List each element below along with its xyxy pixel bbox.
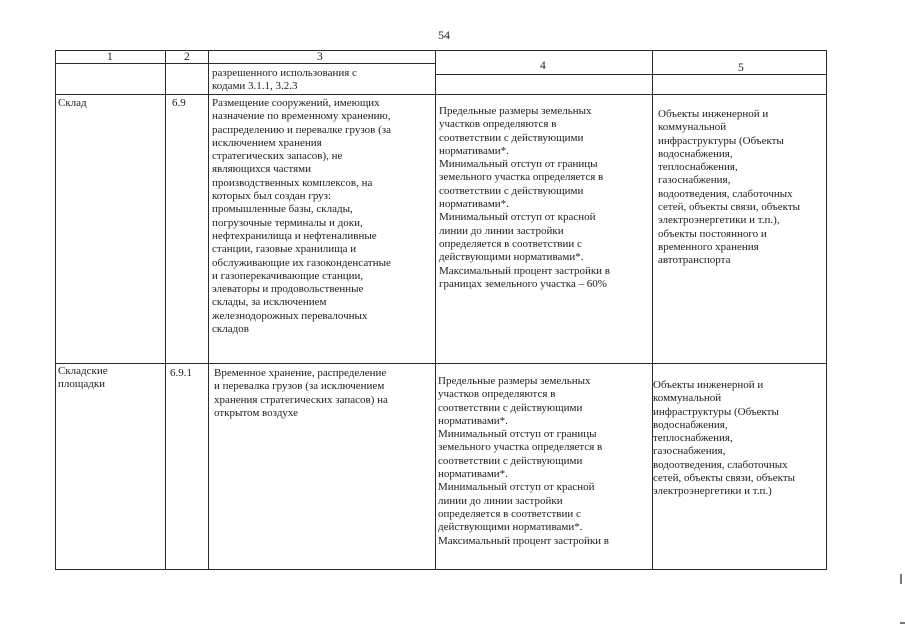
row-1-limits: Предельные размеры земельных участков определяются в соответствии с действующими нормативами*. Минимальный отступ от границы земельного участка определяется в соответствии с действующими нормативами*. Минимальный отступ от красной линии до линии застройки определяется в соответствии с действующими нормативами*. Максимальный процент застройки в границах земельного участка – 60%: [439, 105, 610, 290]
row-1-description: Размещение сооружений, имеющих назначение по временному хранению, распределению и перевалке грузов (за исключением хранения стратегических запасов), не являющихся частями производственных комплексов, на которых был создан груз: промышленные базы, склады, погрузочные терминалы и доки, нефтехранилища и нефтеналивные станции, газовые хранилища и обслуживающие их газоконденсатные и газоперекачивающие станции, элеваторы и продовольственные склады, за исключением железнодорожных перевалочных складов: [212, 97, 391, 336]
column-border: [165, 50, 166, 570]
column-border: [208, 50, 209, 570]
row-2-limits: Предельные размеры земельных участков определяются в соответствии с действующими нормативами*. Минимальный отступ от границы земельного участка определяется в соответствии с действующими нормативами*. Минимальный отступ от красной линии до линии застройки определяется в соответствии с действующими нормативами*. Максимальный процент застройки в: [438, 375, 609, 547]
scan-mark: [900, 622, 905, 624]
column-border: [55, 50, 56, 570]
row-2-description: Временное хранение, распределение и перевалка грузов (за исключением хранения стратегических запасов) на открытом воздухе: [214, 367, 388, 419]
scan-mark: [900, 574, 902, 584]
column-header-3: 3: [317, 51, 323, 63]
column-header-4: 4: [540, 60, 546, 72]
row-2-name: Складские площадки: [58, 365, 108, 391]
header-row-bottom-border-right: [435, 74, 827, 75]
row-2-code: 6.9.1: [170, 367, 192, 379]
row-2-infrastructure: Объекты инженерной и коммунальной инфраструктуры (Объекты водоснабжения, теплоснабжения, газоснабжения, водоотведения, слаботочных сетей, объекты связи, объекты электроэнергетики и т.п.): [653, 379, 796, 498]
land-use-table: [55, 50, 827, 570]
row-1-infrastructure: Объекты инженерной и коммунальной инфраструктуры (Объекты водоснабжения, теплоснабжения, газоснабжения, водоотведения, слаботочных сетей, объекты связи, объекты электроэнергетики и т.п.), объекты постоянного и временного хранения автотранспорта: [658, 108, 801, 267]
header-row-bottom-border: [55, 63, 435, 64]
column-header-5: 5: [738, 62, 744, 74]
column-border: [435, 50, 436, 570]
page-number: 54: [438, 28, 450, 42]
row-divider: [55, 94, 827, 95]
column-border: [826, 50, 827, 570]
row-divider: [55, 363, 827, 364]
row-1-code: 6.9: [172, 97, 186, 109]
column-header-1: 1: [107, 51, 113, 63]
table-top-border: [55, 50, 827, 51]
row-1-name: Склад: [58, 97, 87, 109]
column-header-2: 2: [184, 51, 190, 63]
continued-description: разрешенного использования с кодами 3.1.1, 3.2.3: [212, 67, 357, 93]
table-bottom-border: [55, 569, 827, 570]
